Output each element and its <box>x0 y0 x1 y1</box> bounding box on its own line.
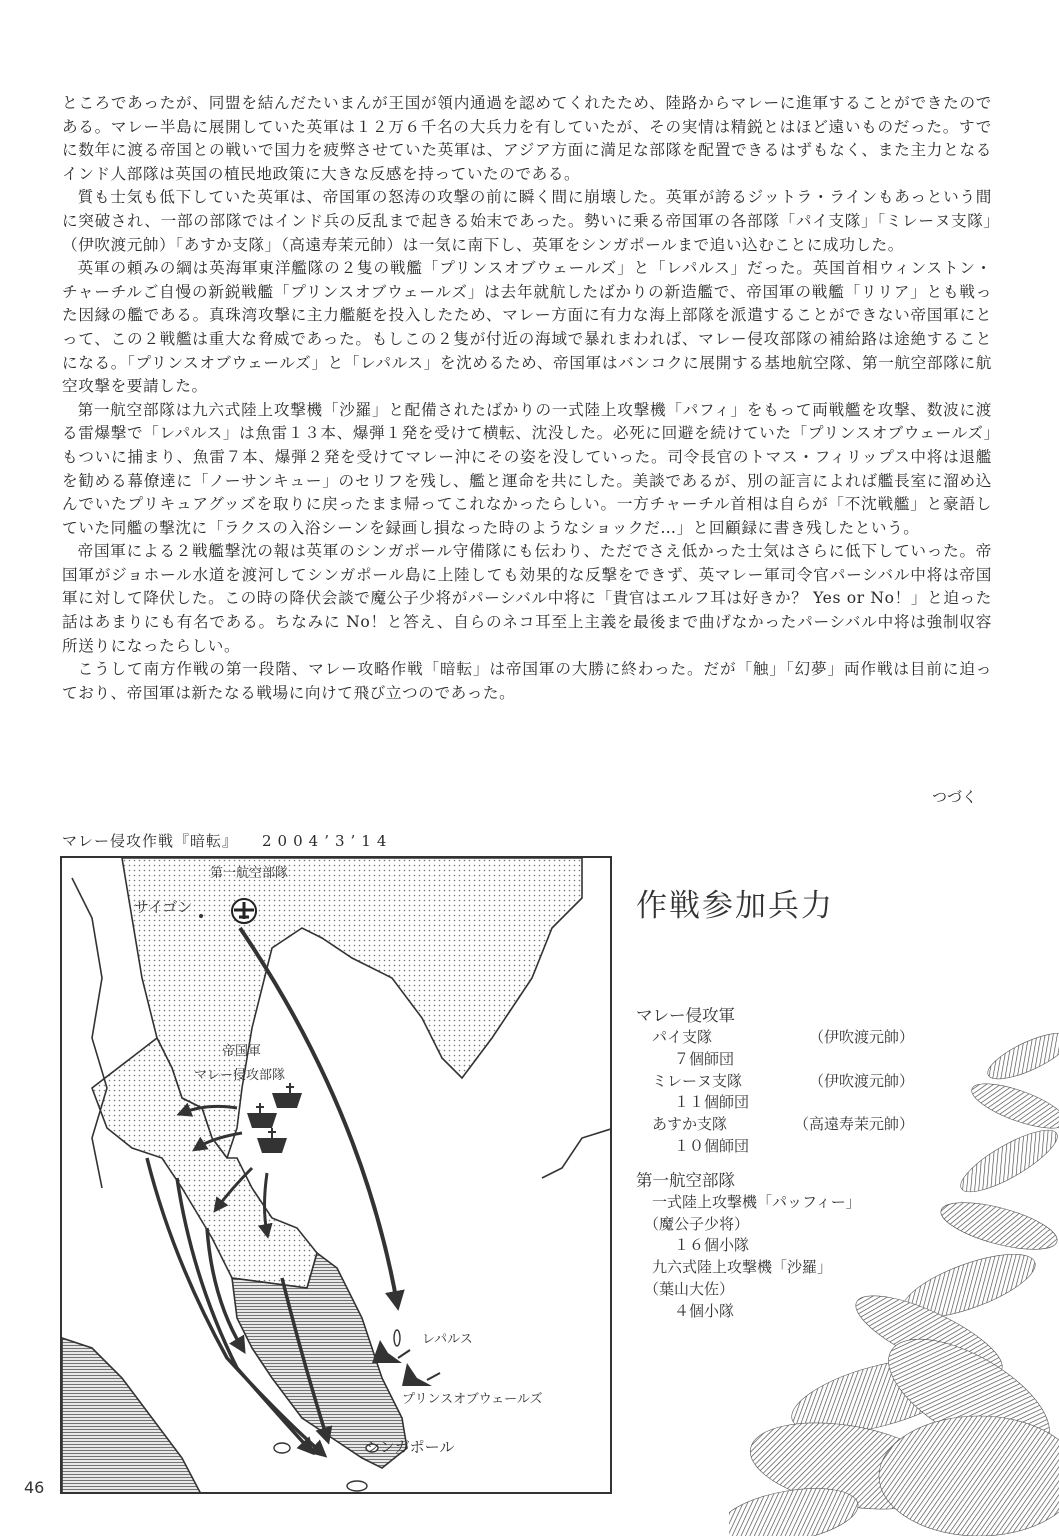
west-coastline <box>72 878 107 1188</box>
map-label-prince-of-wales: プリンスオブウェールズ <box>402 1392 543 1407</box>
air-unit-icon <box>232 899 256 923</box>
article-body <box>62 92 992 705</box>
page-number: 46 <box>24 1478 45 1497</box>
saigon-marker <box>199 914 203 918</box>
map-label-air-unit: 第一航空部隊 <box>210 866 289 881</box>
fern-illustration-icon <box>729 996 1059 1536</box>
paragraph-6: こうして南方作戦の第一段階、マレー攻略作戦「暗転」は帝国軍の大勝に終わった。だが「触」「幻夢」両作戦は目前に迫っており、帝国軍は新たなる戦場に向けて飛び立つのであった。 <box>62 660 992 702</box>
unit-commander: （魔公子少将） <box>644 1214 750 1233</box>
map-caption <box>62 830 392 851</box>
map-label-invasion-force-1: 帝国軍 <box>222 1044 262 1059</box>
paragraph-1: ところであったが、同盟を結んだたいまんが王国が領内通過を認めてくれたため、陸路からマレーに進軍することができたのである。マレー半島に展開していた英軍は１２万６千名の大兵力を有していたが、その実情は精鋭とはほど遠いものだった。すでに数年に渡る帝国との戦いで国力を疲弊させていた英軍は、アジア方面に満足な部隊を配置できるはずもなく、また主力となるインド人部隊は英国の植民地政策に大きな反感を持っていたのである。 <box>62 94 992 183</box>
paragraph-3: 英軍の頼みの綱は英海軍東洋艦隊の２隻の戦艦「プリンスオブウェールズ」と「レパルス」だった。英国首相ウィンストン・チャーチルご自慢の新鋭戦艦「プリンスオブウェールズ」は去年就航したばかりの新造艦で、帝国軍の戦艦「リリア」とも戦った因縁の艦である。真珠湾攻撃に主力艦艇を投入したため、マレー方面に有力な海上部隊を派遣することができない帝国軍にとって、この２戦艦は重大な脅威であった。もしこの２隻が付近の海域で暴れまわれば、マレー侵攻部隊の補給路は途絶することになる。「プリンスオブウェールズ」と「レパルス」を沈めるため、帝国軍はバンコクに展開する基地航空隊、第一航空部隊に航空攻撃を要請した。 <box>62 259 992 396</box>
map-label-saigon: サイゴン <box>134 898 193 916</box>
unit-strength: １１個師団 <box>674 1093 750 1112</box>
transport-ships-icon <box>247 1083 302 1153</box>
unit-strength: １６個小隊 <box>674 1236 750 1255</box>
map-title: マレー侵攻作戦『暗転』 <box>62 832 239 850</box>
forces-heading: 作戦参加兵力 <box>636 888 834 924</box>
group-title: 第一航空部隊 <box>636 1170 735 1190</box>
unit-commander: （伊吹渡元帥） <box>808 1028 914 1046</box>
unit-name: 九六式陸上攻撃機「沙羅」 <box>652 1258 833 1277</box>
paragraph-5: 帝国軍による２戦艦撃沈の報は英軍のシンガポール守備隊にも伝わり、ただでさえ低かった士気はさらに低下していった。帝国軍がジョホール水道を渡河してシンガポール島に上陸しても効果的な反撃をできず、英マレー軍司令官パーシバル中将は帝国軍に対して降伏した。この時の降伏会談で魔公子少将がパーシバル中将に「貴官はエルフ耳は好きか？ Yes or No！」と迫った話はあまりにも有名である。ちなみに No！と答え、自らのネコ耳至上主義を最後まで曲げなかったパーシバル中将は強制収容所送りになったらしい。 <box>62 542 992 655</box>
unit-name: パイ支隊 <box>652 1028 713 1046</box>
borneo-coast <box>542 1128 612 1178</box>
unit-name: 一式陸上攻撃機「パッフィー」 <box>652 1192 861 1211</box>
to-be-continued: つづく <box>931 788 977 806</box>
unit-commander: （伊吹渡元帥） <box>808 1071 914 1090</box>
unit-name: あすか支隊 <box>652 1115 728 1134</box>
paragraph-4: 第一航空部隊は九六式陸上攻撃機「沙羅」と配備されたばかりの一式陸上攻撃機「パフィ」をもって両戦艦を攻撃、数波に渡る雷爆撃で「レパルス」は魚雷１３本、爆弾１発を受けて横転、沈没した。必死に回避を続けていた「プリンスオブウェールズ」もついに捕まり、魚雷７本、爆弾２発を受けてマレー沖にその姿を没していった。司令長官のトマス・フィリップス中将は退艦を勧める幕僚達に「ノーサンキュー」のセリフを残し、艦と運命を共にした。美談であるが、別の証言によれば艦長室に溜め込んでいたプリキュアグッズを取りに戻ったまま帰ってこれなかったらしい。一方チャーチル首相は自らが「不沈戦艦」と豪語していた同艦の撃沈に「ラクスの入浴シーンを録画し損なった時のようなショックだ…」と回顧録に書き残したという。 <box>62 400 992 537</box>
map-label-invasion-force-2: マレー侵攻部隊 <box>194 1068 286 1083</box>
map-date: 2004’3’14 <box>262 832 393 850</box>
campaign-map <box>60 856 612 1494</box>
unit-strength: ７個師団 <box>674 1049 735 1068</box>
sumatra <box>62 1338 202 1494</box>
group-title: マレー侵攻軍 <box>636 1006 735 1025</box>
map-label-singapore: シンガポール <box>365 1438 455 1456</box>
unit-commander: （高遠寿茉元帥） <box>793 1115 914 1134</box>
map-label-repulse: レパルス <box>422 1332 473 1347</box>
unit-name: ミレーヌ支隊 <box>652 1071 743 1090</box>
paragraph-2: 質も士気も低下していた英軍は、帝国軍の怒涛の攻撃の前に瞬く間に崩壊した。英軍が誇るジットラ・ラインもあっという間に突破され、一部の部隊ではインド兵の反乱まで起きる始末であった。勢いに乗る帝国軍の各部隊「パイ支隊」「ミレーヌ支隊」（伊吹渡元帥）「あすか支隊」（高遠寿茉元帥）は一気に南下し、英軍をシンガポールまで追い込むことに成功した。 <box>62 188 992 254</box>
unit-strength: １０個師団 <box>674 1136 750 1155</box>
unit-strength: ４個小隊 <box>674 1301 735 1320</box>
unit-commander: （葉山大佐） <box>644 1279 735 1298</box>
